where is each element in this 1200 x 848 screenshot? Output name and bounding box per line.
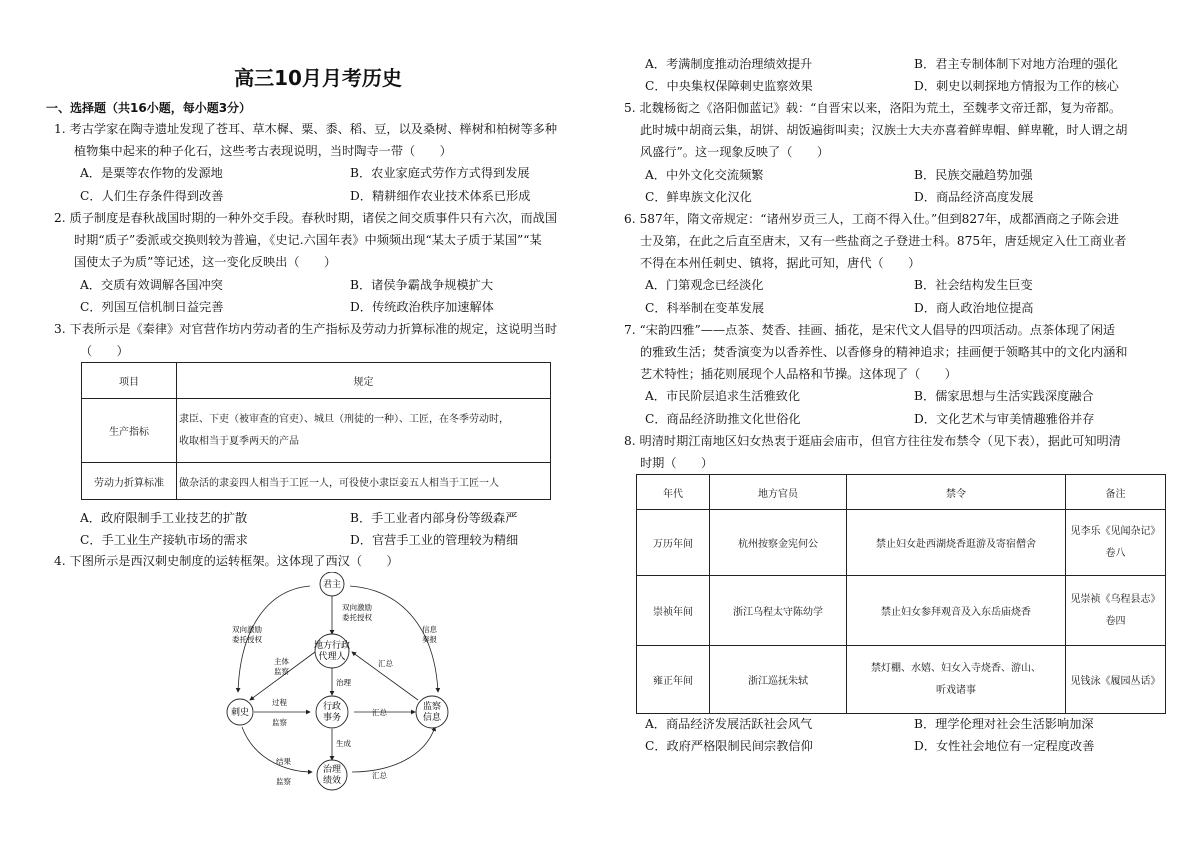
q8-option-d[interactable]: D．女性社会地位有一定程度改善	[914, 739, 1095, 753]
q8-table-cell-line: 卷八	[1105, 547, 1126, 559]
q8-option-a[interactable]: A．商品经济发展活跃社会风气	[645, 717, 813, 731]
q8-table-cell: 禁止妇女赴西湖烧香逛游及寄宿僧舍	[847, 510, 1066, 576]
edge-label: 汇总	[372, 771, 387, 780]
q6-line-1: 6. 587年，隋文帝规定：“诸州岁贡三人，工商不得入仕。”但到827年，成都酒商之子陈会进	[624, 212, 1119, 226]
q7-line-3: 艺术特性；插花则展现个人品格和节操。这体现了（ ）	[640, 367, 957, 381]
q3-table-cell: 生产指标	[82, 399, 177, 463]
q8-table-cell	[847, 646, 1066, 714]
q8-line-2: 时期（ ）	[640, 456, 714, 470]
q1-line-2: 植物集中起来的种子化石，这些考古表现说明，当时陶寺一带（ ）	[74, 144, 452, 158]
q3-line-2: （ ）	[80, 344, 129, 358]
q5-option-d[interactable]: D．商品经济高度发展	[914, 190, 1034, 204]
q1-option-d[interactable]: D．精耕细作农业技术体系已形成	[350, 189, 531, 203]
q8-table-cell: 浙江巡抚朱轼	[710, 646, 847, 714]
node-performance-label: 治理	[322, 765, 342, 775]
node-info-label: 监察	[422, 702, 442, 712]
q7-option-b[interactable]: B．儒家思想与生活实践深度融合	[914, 389, 1094, 403]
q7-option-a[interactable]: A．市民阶层追求生活雅致化	[645, 389, 801, 403]
q8-table-cell-line: 禁灯棚、水嬉、妇女入寺烧香、游山、	[871, 662, 1041, 674]
q1-option-c[interactable]: C．人们生存条件得到改善	[80, 189, 224, 203]
q8-table-cell: 浙江乌程太守陈幼学	[710, 576, 847, 646]
q6-line-3: 不得在本州任刺史、镇将，据此可知，唐代（ ）	[640, 256, 921, 270]
q5-option-a[interactable]: A．中外文化交流频繁	[645, 168, 764, 182]
edge-label: 监察	[272, 718, 287, 727]
q3-option-d[interactable]: D．官营手工业的管理较为精细	[350, 533, 519, 547]
q8-table-cell: 禁止妇女参拜观音及入东岳庙烧香	[847, 576, 1066, 646]
q8-table-cell-line: 听戏诸事	[936, 684, 976, 696]
q2-option-a[interactable]: A．交质有效调解各国冲突	[80, 278, 223, 292]
q3-table-cell-line: 隶臣、下吏（被审查的官吏）、城旦（刑徒的一种）、工匠，在冬季劳动时，	[179, 413, 509, 425]
q3-table-header: 规定	[177, 363, 551, 399]
edge-label: 委托授权	[232, 635, 262, 644]
q5-option-b[interactable]: B．民族交融趋势加强	[914, 168, 1033, 182]
node-monarch-label: 君主	[322, 580, 342, 590]
q3-table-cell	[177, 399, 551, 463]
q2-line-1: 2. 质子制度是春秋战国时期的一种外交手段。春秋时期，诸侯之间交质事件只有六次，而战国	[54, 211, 558, 225]
q3-option-b[interactable]: B．手工业者内部身份等级森严	[350, 511, 518, 525]
edge-label: 双向激励	[342, 603, 372, 612]
edge-label: 结果	[276, 757, 291, 766]
q4-diagram	[220, 572, 460, 797]
q8-table-cell-line: 见崇祯《乌程县志》	[1070, 593, 1161, 605]
q4-line-1: 4. 下图所示是西汉刺史制度的运转框架。这体现了西汉（ ）	[54, 554, 399, 568]
q1-option-b[interactable]: B．农业家庭式劳作方式得到发展	[350, 166, 530, 180]
edge-label: 主体	[274, 657, 289, 666]
q6-option-c[interactable]: C．科举制在变革发展	[645, 301, 765, 315]
q8-option-c[interactable]: C．政府严格限制民间宗教信仰	[645, 739, 813, 753]
edge-label: 奏报	[422, 635, 437, 644]
q6-line-2: 士及第，在此之后直至唐末，又有一些盐商之子登进士科。875年，唐廷规定入仕工商业者	[640, 234, 1127, 248]
q2-option-b[interactable]: B．诸侯争霸战争规模扩大	[350, 278, 494, 292]
q4-option-a[interactable]: A．考满制度推动治理绩效提升	[645, 57, 813, 71]
node-local-agent-label: 代理人	[318, 652, 346, 662]
q7-option-d[interactable]: D．文化艺术与审美情趣雅俗并存	[914, 412, 1095, 426]
q4-option-c[interactable]: C．中央集权保障刺史监察效果	[645, 79, 813, 93]
q8-table-header: 年代	[637, 475, 710, 510]
q3-line-1: 3. 下表所示是《秦律》对官营作坊内劳动者的生产指标及劳动力折算标准的规定，这说明当时	[54, 322, 558, 336]
q8-table-cell-line: 卷四	[1105, 615, 1126, 627]
q6-option-a[interactable]: A．门第观念已经淡化	[645, 278, 764, 292]
q5-line-2: 此时城中胡商云集，胡饼、胡饭遍街叫卖；汉族士大夫亦喜着鲜卑帽、鲜卑靴，时人谓之胡	[640, 123, 1128, 137]
q8-table-header: 备注	[1066, 475, 1166, 510]
q3-option-a[interactable]: A．政府限制手工业技艺的扩散	[80, 511, 248, 525]
node-local-agent-label: 地方行政	[313, 641, 351, 651]
edge-label: 监察	[276, 777, 291, 786]
q8-table-cell	[1066, 510, 1166, 576]
q8-table-cell: 雍正年间	[637, 646, 710, 714]
q8-table-header: 禁令	[847, 475, 1066, 510]
q8-table-cell: 杭州按察金宪何公	[710, 510, 847, 576]
q7-line-1: 7. “宋韵四雅”——点茶、焚香、挂画、插花，是宋代文人倡导的四项活动。点茶体现了闲适	[624, 323, 1116, 337]
q2-line-2: 时期“质子”委派或交换则较为普遍，《史记.六国年表》中频频出现“某太子质于某国”“某	[74, 233, 542, 247]
q6-option-d[interactable]: D．商人政治地位提高	[914, 301, 1034, 315]
q5-option-c[interactable]: C．鲜卑族文化汉化	[645, 190, 752, 204]
q2-option-c[interactable]: C．列国互信机制日益完善	[80, 300, 224, 314]
node-admin-label: 事务	[322, 713, 342, 723]
q4-option-b[interactable]: B．君主专制体制下对地方治理的强化	[914, 57, 1118, 71]
edge-label: 汇总	[372, 708, 387, 717]
node-cishi-label: 刺史	[230, 708, 250, 718]
q3-table	[81, 362, 551, 500]
q3-table-header: 项目	[82, 363, 177, 399]
q7-line-2: 的雅致生活；焚香演变为以香养性、以香修身的精神追求；挂画便于领略其中的文化内涵和	[640, 345, 1128, 359]
q8-table-cell: 见钱泳《履园丛话》	[1066, 646, 1166, 714]
section-heading: 一、选择题（共16小题，每小题3分）	[46, 101, 252, 115]
node-info	[416, 696, 448, 728]
edge-label: 信息	[422, 625, 437, 634]
q8-line-1: 8. 明清时期江南地区妇女热衷于逛庙会庙市，但官方往往发布禁令（见下表），据此可知明清	[624, 434, 1121, 448]
edge-label: 汇总	[378, 659, 393, 668]
edge-label: 委托授权	[342, 613, 372, 622]
q8-table-cell: 万历年间	[637, 510, 710, 576]
q8-table-cell: 崇祯年间	[637, 576, 710, 646]
edge-label: 双向激励	[232, 625, 262, 634]
q3-table-cell-line: 收取相当于夏季两天的产品	[179, 435, 299, 447]
node-performance-label: 绩效	[322, 776, 342, 786]
q1-option-a[interactable]: A．是粟等农作物的发源地	[80, 166, 223, 180]
q2-line-3: 国使太子为质”等记述，这一变化反映出（ ）	[74, 255, 337, 269]
q3-table-cell: 劳动力折算标准	[82, 463, 177, 500]
q5-line-1: 5. 北魏杨衒之《洛阳伽蓝记》载：“自晋宋以来，洛阳为荒土，至魏孝文帝迁都，复为帝都。	[624, 101, 1122, 115]
q1-line-1: 1. 考古学家在陶寺遗址发现了苍耳、草木樨、粟、黍、稻、豆，以及桑树、榉树和柏树等多种	[54, 122, 558, 136]
q8-table	[636, 474, 1166, 714]
q8-table-cell	[1066, 576, 1166, 646]
q8-table-header: 地方官员	[710, 475, 847, 510]
q8-option-b[interactable]: B．理学伦理对社会生活影响加深	[914, 717, 1094, 731]
q7-option-c[interactable]: C．商品经济助推文化世俗化	[645, 412, 801, 426]
q2-option-d[interactable]: D．传统政治秩序加速解体	[350, 300, 494, 314]
q3-table-cell: 做杂活的隶妾四人相当于工匠一人，可役使小隶臣妾五人相当于工匠一人	[177, 463, 551, 500]
q6-option-b[interactable]: B．社会结构发生巨变	[914, 278, 1033, 292]
q5-line-3: 风盛行”。这一现象反映了（ ）	[640, 145, 830, 159]
node-admin	[316, 696, 348, 728]
node-info-label: 信息	[422, 713, 442, 723]
edge-label: 生成	[336, 739, 351, 748]
q3-option-c[interactable]: C．手工业生产接轨市场的需求	[80, 533, 248, 547]
edge-label: 监察	[274, 667, 289, 676]
edge-arrow	[352, 727, 435, 772]
node-admin-label: 行政	[322, 702, 342, 712]
edge-label: 治理	[336, 678, 351, 687]
node-local-agent	[315, 634, 349, 668]
q8-table-cell-line: 见李乐《见闻杂记》	[1070, 525, 1161, 537]
page-title: 高三10月月考历史	[234, 66, 402, 90]
edge-label: 过程	[272, 698, 287, 707]
q4-option-d[interactable]: D．刺史以刺探地方情报为工作的核心	[914, 79, 1119, 93]
